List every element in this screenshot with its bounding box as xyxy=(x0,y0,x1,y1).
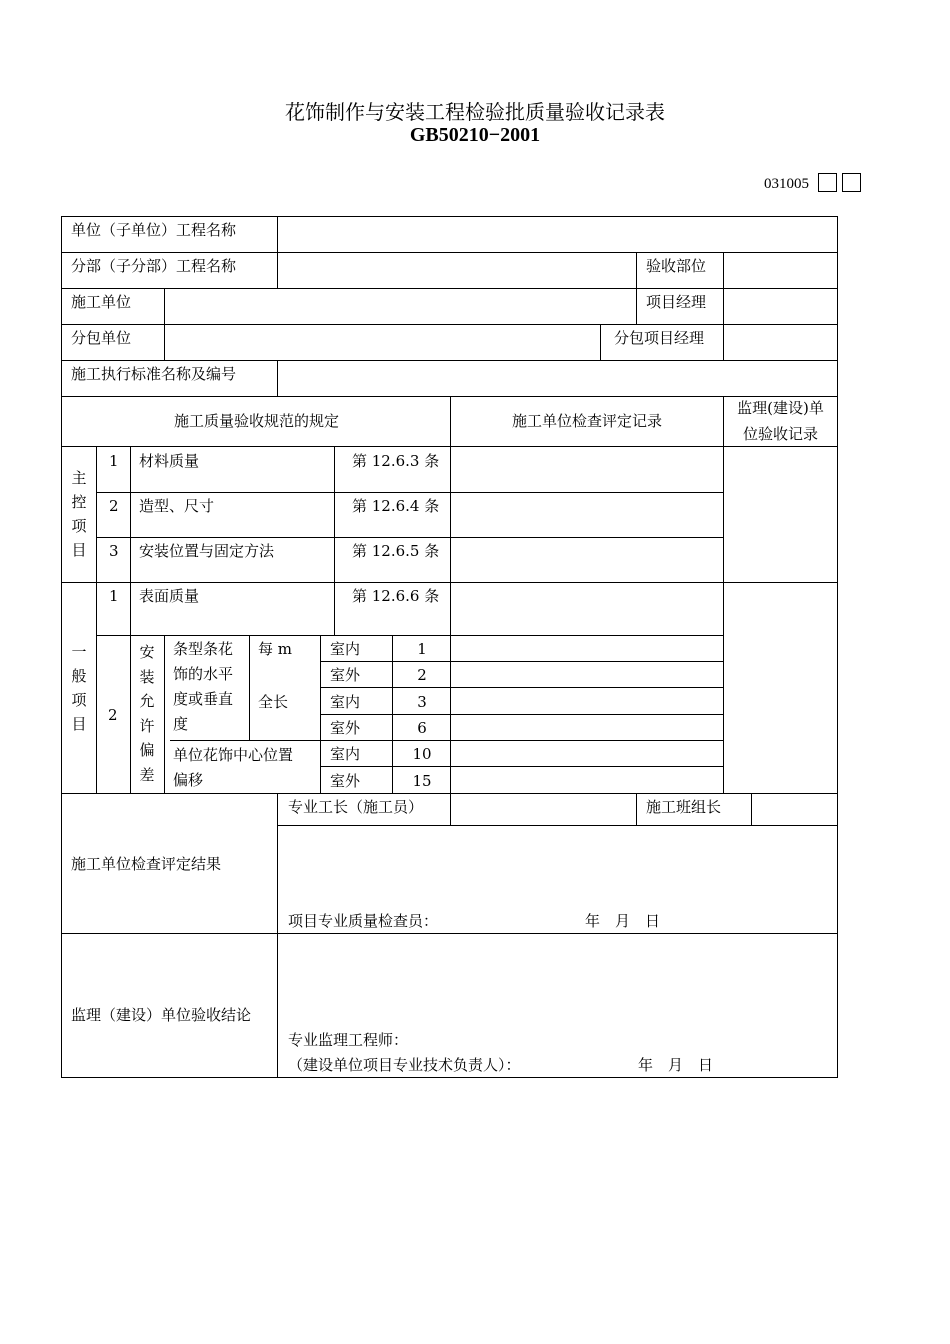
sub-project-name-label: 分部（子分部）工程名称 xyxy=(71,257,237,275)
strip-label-line1: 条型条花 xyxy=(173,640,234,658)
inspector-label: 项目专业质量检查员： xyxy=(288,912,439,930)
main-item-3-name: 安装位置与固定方法 xyxy=(139,542,275,560)
supervision-conclusion-label: 监理（建设）单位验收结论 xyxy=(71,1006,252,1024)
general-item-1-name: 表面质量 xyxy=(139,587,200,605)
strip-label-line3: 度或垂直 xyxy=(173,690,234,708)
main-item-1-clause: 第 12.6.3 条 xyxy=(352,452,440,470)
dev-row-5-loc: 室内 xyxy=(330,745,361,763)
dev-row-4-loc: 室外 xyxy=(330,719,361,737)
owner-rep-label: （建设单位项目专业技术负责人）： xyxy=(288,1056,521,1074)
general-item-1-clause: 第 12.6.6 条 xyxy=(352,587,440,605)
foreman-label: 专业工长（施工员） xyxy=(288,798,424,816)
main-item-2-clause: 第 12.6.4 条 xyxy=(352,497,440,515)
dev-row-6-value: 15 xyxy=(412,772,432,790)
form-code: 031005 xyxy=(764,176,809,192)
main-item-1-no: 1 xyxy=(109,452,119,470)
unit-project-name-label: 单位（子单位）工程名称 xyxy=(71,221,237,239)
strip-label-line4: 度 xyxy=(173,715,189,733)
center-offset-line1: 单位花饰中心位置 xyxy=(173,746,294,764)
allowable-deviation-label: 安装允许偏差 xyxy=(139,643,155,784)
form-code-box-1[interactable] xyxy=(818,173,837,192)
check-record-column-header: 施工单位检查评定记录 xyxy=(511,412,662,430)
per-m-label: 每 m xyxy=(258,640,292,658)
main-item-1-name: 材料质量 xyxy=(139,452,200,470)
dev-row-2-value: 2 xyxy=(417,666,427,684)
supervisor-label: 专业监理工程师： xyxy=(288,1031,409,1049)
form-code-box-2[interactable] xyxy=(842,173,861,192)
supervisor-date: 年 月 日 xyxy=(638,1056,714,1074)
full-length-label: 全长 xyxy=(258,693,289,711)
inspector-date: 年 月 日 xyxy=(585,912,661,930)
subcontract-manager-label: 分包项目经理 xyxy=(614,329,705,347)
team-leader-label: 施工班组长 xyxy=(646,798,722,816)
main-item-3-no: 3 xyxy=(109,542,119,560)
construction-result-label: 施工单位检查评定结果 xyxy=(71,855,222,873)
spec-column-header: 施工质量验收规范的规定 xyxy=(173,412,339,430)
dev-row-3-loc: 室内 xyxy=(330,693,361,711)
main-item-2-no: 2 xyxy=(109,497,119,515)
acceptance-part-label: 验收部位 xyxy=(646,257,707,275)
page-title: 花饰制作与安装工程检验批质量验收记录表 xyxy=(285,100,665,124)
strip-label-line2: 饰的水平 xyxy=(173,665,234,683)
dev-row-6-loc: 室外 xyxy=(330,772,361,790)
general-item-1-no: 1 xyxy=(109,587,119,605)
standard-code: GB50210−2001 xyxy=(409,124,541,146)
general-label: 一般项目 xyxy=(71,643,87,733)
project-manager-label: 项目经理 xyxy=(646,293,707,311)
center-offset-line2: 偏移 xyxy=(173,771,204,789)
main-item-2-name: 造型、尺寸 xyxy=(139,497,215,515)
general-item-2-no: 2 xyxy=(108,706,118,724)
main-control-label: 主控项目 xyxy=(71,469,87,559)
supervision-column-header-line2: 位验收记录 xyxy=(742,425,818,443)
construction-unit-label: 施工单位 xyxy=(71,293,132,311)
standard-name-label: 施工执行标准名称及编号 xyxy=(71,365,237,383)
subcontract-unit-label: 分包单位 xyxy=(71,329,132,347)
dev-row-1-value: 1 xyxy=(417,640,427,658)
main-item-3-clause: 第 12.6.5 条 xyxy=(352,542,440,560)
supervision-column-header-line1: 监理(建设)单 xyxy=(737,399,824,417)
dev-row-4-value: 6 xyxy=(417,719,427,737)
dev-row-1-loc: 室内 xyxy=(330,640,361,658)
dev-row-5-value: 10 xyxy=(412,745,432,763)
dev-row-3-value: 3 xyxy=(417,693,427,711)
dev-row-2-loc: 室外 xyxy=(330,666,361,684)
